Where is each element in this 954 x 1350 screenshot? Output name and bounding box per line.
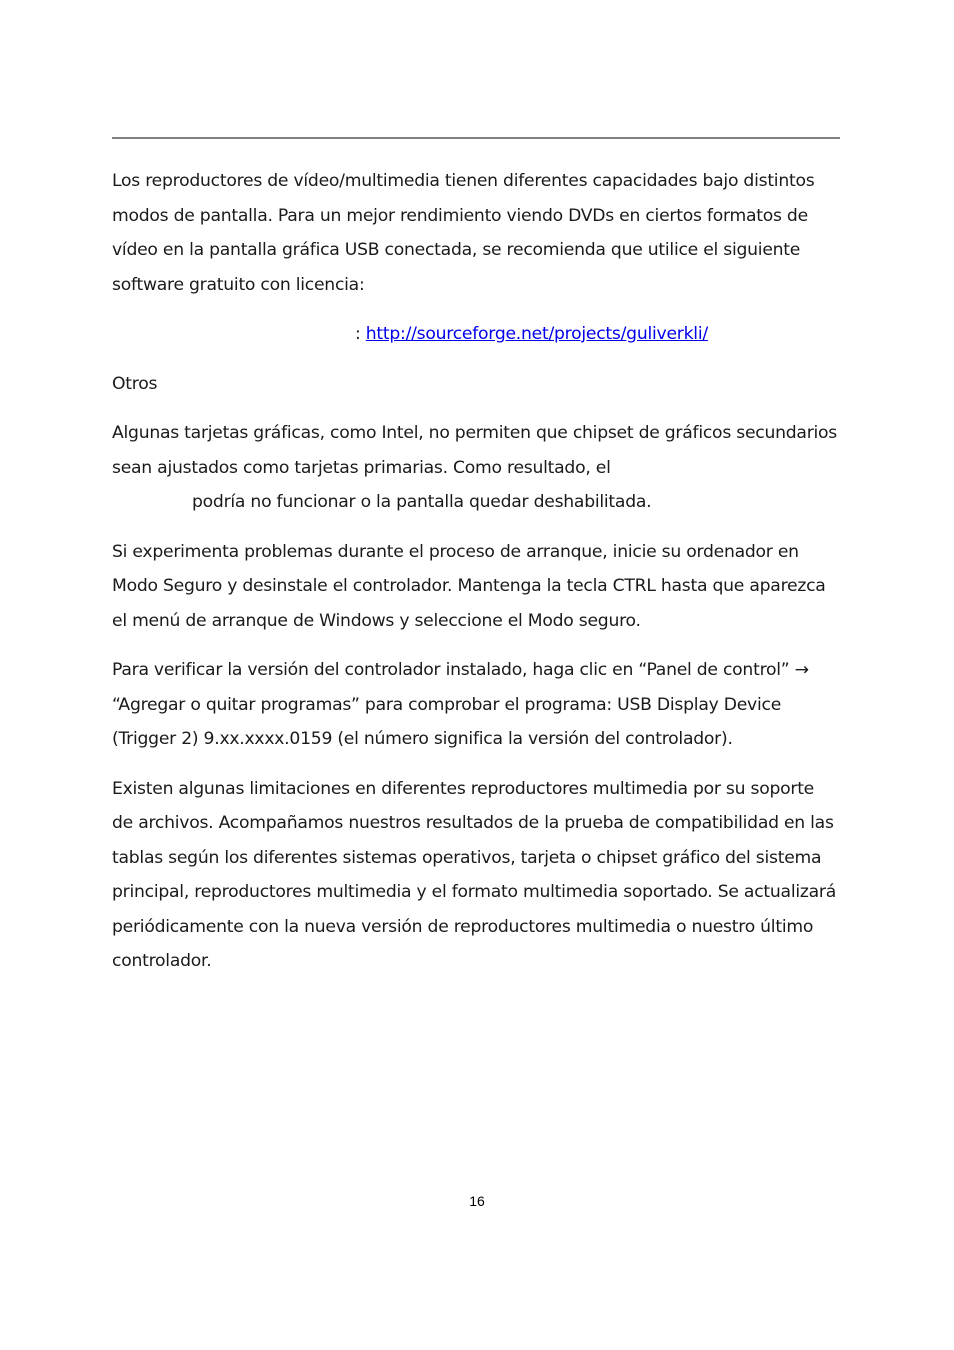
document-body xyxy=(112,164,840,994)
limitations-paragraph: Existen algunas limitaciones en diferentes reproductores multimedia por su soporte de archivos. Acompañamos nuestros resultados de la prueba de compatibilidad en las tablas según los diferentes sistemas operativos, tarjeta o chipset gráfico del sistema principal, reproductores multimedia y el formato multimedia soportado. Se actualizará periódicamente con la nueva versión de reproductores multimedia o nuestro último controlador. xyxy=(112,778,837,971)
graphics-cards-continuation: podría no funcionar o la pantalla quedar deshabilitada. xyxy=(192,492,652,512)
graphics-cards-paragraph xyxy=(112,416,840,520)
driver-version-paragraph: Para verificar la versión del controlador instalado, haga clic en “Panel de control” → “Agregar o quitar programas” para comprobar el programa: USB Display Device (Trigger 2) 9.xx.xxxx.0159 (el número significa la versión del controlador). xyxy=(112,660,809,749)
graphics-cards-text: Algunas tarjetas gráficas, como Intel, no permiten que chipset de gráficos secundarios sean ajustados como tarjetas primarias. Como resultado, el xyxy=(112,423,838,478)
otros-heading: Otros xyxy=(112,373,158,394)
header-rule xyxy=(112,137,840,139)
sourceforge-link[interactable]: http://sourceforge.net/projects/guliverkli/ xyxy=(365,324,708,344)
link-prefix: : xyxy=(355,324,366,344)
intro-paragraph: Los reproductores de vídeo/multimedia tienen diferentes capacidades bajo distintos modos de pantalla. Para un mejor rendimiento viendo DVDs en ciertos formatos de vídeo en la pantalla gráfica USB conectada, se recomienda que utilice el siguiente software gratuito con licencia: xyxy=(112,171,815,295)
software-link-line xyxy=(112,317,840,352)
boot-problems-paragraph: Si experimenta problemas durante el proceso de arranque, inicie su ordenador en Modo Seguro y desinstale el controlador. Mantenga la tecla CTRL hasta que aparezca el menú de arranque de Windows y seleccione el Modo seguro. xyxy=(112,541,826,631)
page-number: 16 xyxy=(469,1193,485,1209)
